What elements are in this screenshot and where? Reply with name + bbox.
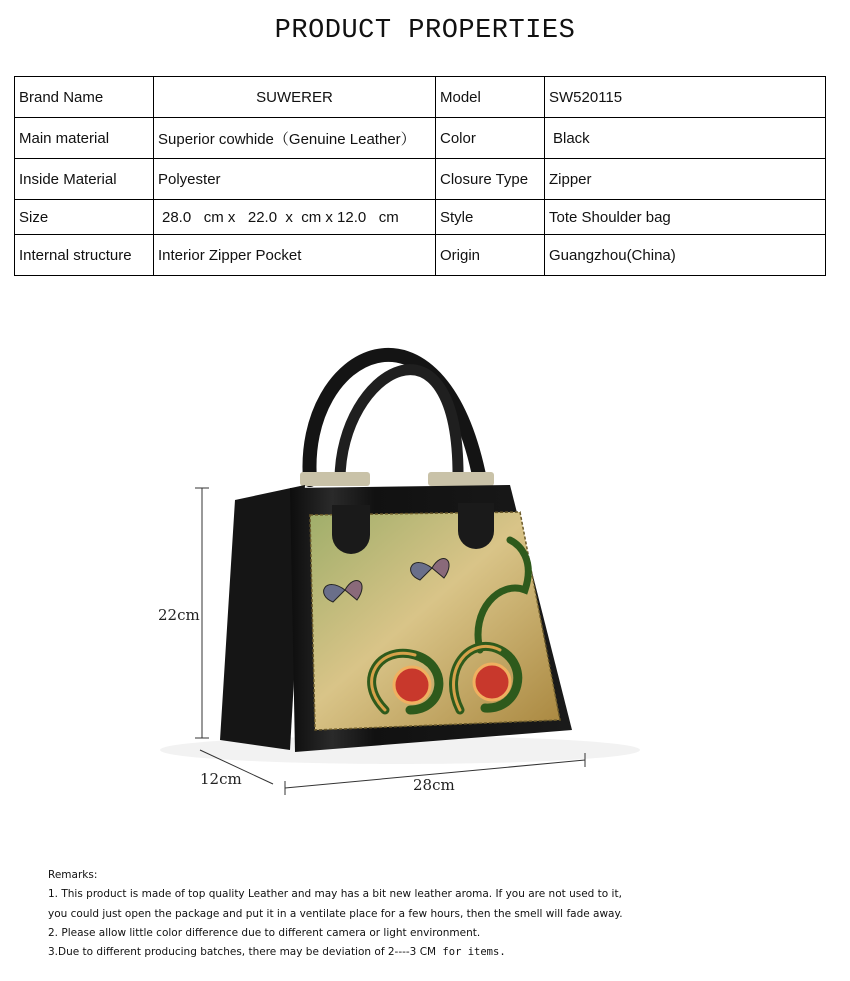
remarks-line-3: 2. Please allow little color difference due to different camera or light environment. (48, 926, 481, 939)
brand-name-value: SUWERER (154, 77, 436, 118)
table-row (15, 159, 826, 200)
table-row (15, 118, 826, 159)
depth-dimension-label: 12cm (200, 770, 242, 788)
color-value: Black (545, 118, 826, 159)
origin-value: Guangzhou(China) (545, 235, 826, 276)
product-properties-table (14, 76, 826, 276)
remarks-line-4 (48, 943, 623, 962)
remarks-line-4-tail: for items. (436, 946, 506, 959)
handbag-image (140, 290, 660, 820)
main-material-label: Main material (15, 118, 154, 159)
main-material-value: Superior cowhide（Genuine Leather） (154, 118, 436, 159)
internal-structure-value: Interior Zipper Pocket (154, 235, 436, 276)
model-value: SW520115 (545, 77, 826, 118)
table-row (15, 235, 826, 276)
table-row (15, 200, 826, 235)
size-label: Size (15, 200, 154, 235)
style-value: Tote Shoulder bag (545, 200, 826, 235)
table-row (15, 77, 826, 118)
color-label: Color (436, 118, 545, 159)
remarks-line-2: you could just open the package and put it in a ventilate place for a few hours, then the smell will fade away. (48, 907, 623, 920)
inside-material-value: Polyester (154, 159, 436, 200)
brand-name-label: Brand Name (15, 77, 154, 118)
model-label: Model (436, 77, 545, 118)
width-dimension-label: 28cm (413, 776, 455, 794)
internal-structure-label: Internal structure (15, 235, 154, 276)
remarks-heading: Remarks: (48, 869, 98, 881)
page-title: PRODUCT PROPERTIES (274, 16, 576, 46)
closure-type-value: Zipper (545, 159, 826, 200)
remarks-section (48, 866, 623, 962)
style-label: Style (436, 200, 545, 235)
size-value: 28.0 cm x 22.0 x cm x 12.0 cm (154, 200, 436, 235)
inside-material-label: Inside Material (15, 159, 154, 200)
height-dimension-label: 22cm (158, 606, 200, 624)
remarks-line-4-main: 3.Due to different producing batches, there may be deviation of 2----3 CM (48, 946, 437, 959)
origin-label: Origin (436, 235, 545, 276)
closure-type-label: Closure Type (436, 159, 545, 200)
remarks-line-1: 1. This product is made of top quality Leather and may has a bit new leather aroma. If you are not used to it, (48, 888, 622, 901)
